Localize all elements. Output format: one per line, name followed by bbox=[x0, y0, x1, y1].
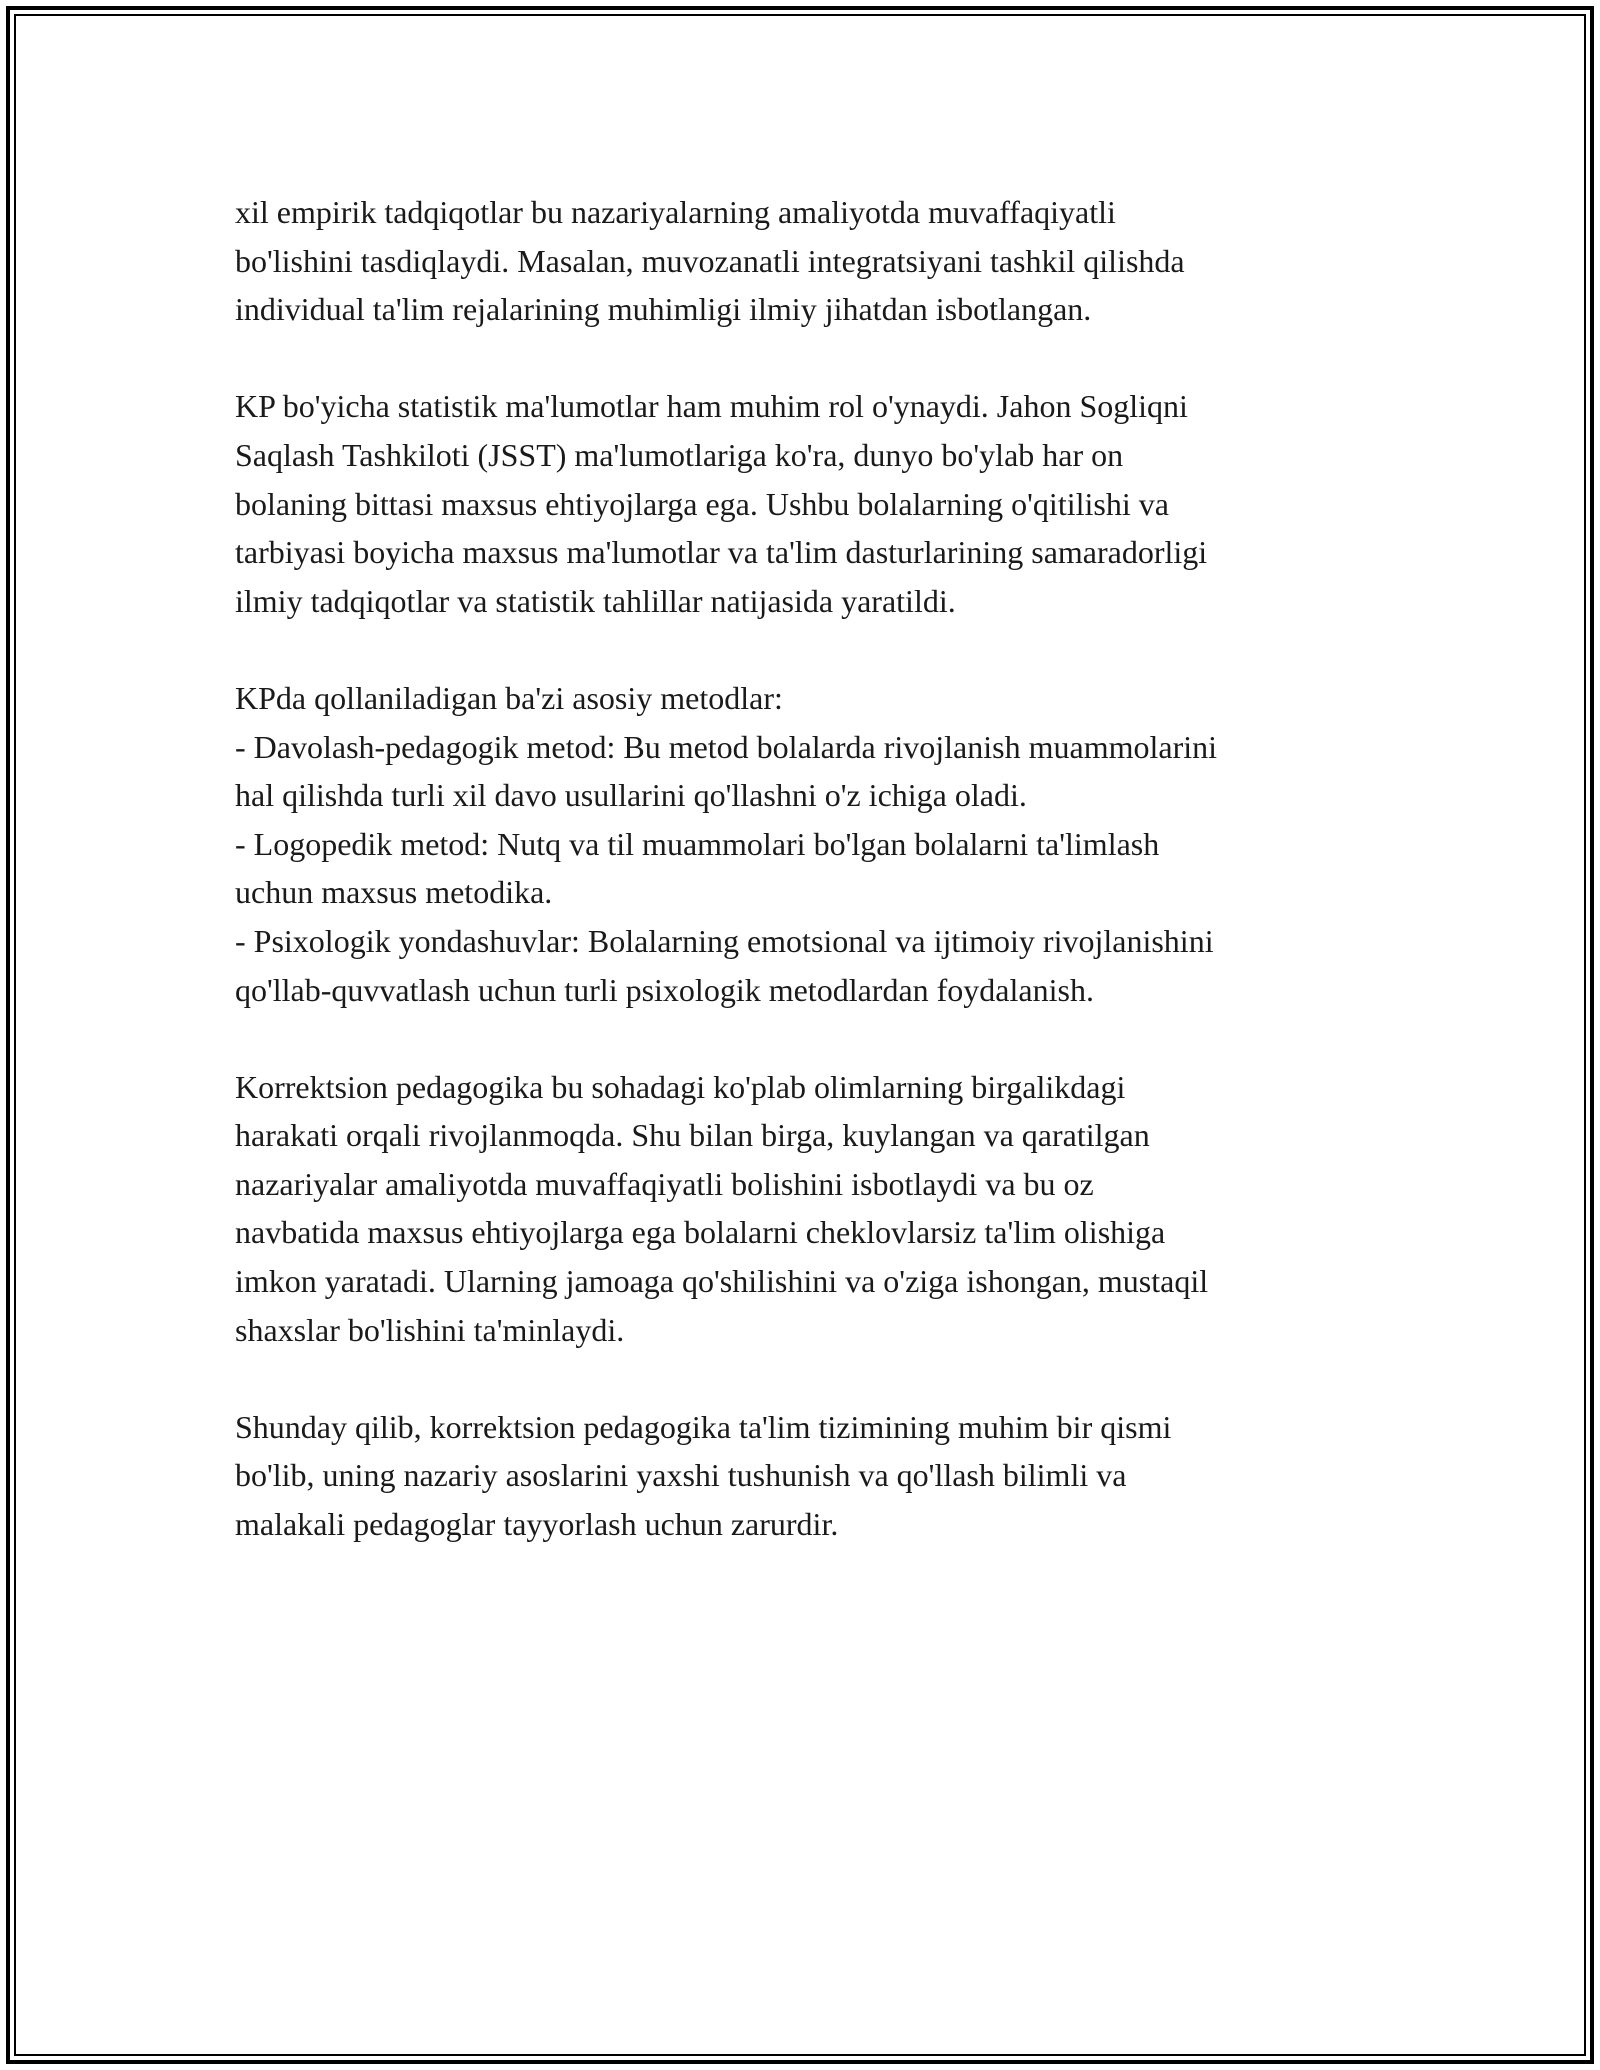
text-line: nazariyalar amaliyotda muvaffaqiyatli bolishini isbotlaydi va bu oz bbox=[235, 1165, 1094, 1202]
paragraph-statistics bbox=[235, 382, 1375, 625]
paragraph-development bbox=[235, 1063, 1375, 1355]
text-line: bo'lib, uning nazariy asoslarini yaxshi tushunish va qo'llash bilimli va bbox=[235, 1457, 1127, 1494]
text-line: KPda qollaniladigan ba'zi asosiy metodlar: bbox=[235, 679, 783, 716]
text-line: Saqlash Tashkiloti (JSST) ma'lumotlariga ko'ra, dunyo bo'ylab har on bbox=[235, 436, 1124, 473]
text-line: individual ta'lim rejalarining muhimligi ilmiy jihatdan isbotlangan. bbox=[235, 291, 1092, 328]
text-line: ilmiy tadqiqotlar va statistik tahlillar natijasida yaratildi. bbox=[235, 582, 956, 619]
text-line: qo'llab-quvvatlash uchun turli psixologik metodlardan foydalanish. bbox=[235, 971, 1094, 1008]
text-line: shaxslar bo'lishini ta'minlaydi. bbox=[235, 1311, 625, 1348]
paragraph-conclusion bbox=[235, 1403, 1375, 1549]
text-line: imkon yaratadi. Ularning jamoaga qo'shilishini va o'ziga ishongan, mustaqil bbox=[235, 1263, 1209, 1300]
paragraph-methods-list bbox=[235, 674, 1375, 1014]
text-line: malakali pedagoglar tayyorlash uchun zarurdir. bbox=[235, 1506, 839, 1543]
paragraph-empirical-research bbox=[235, 188, 1375, 334]
text-line: harakati orqali rivojlanmoqda. Shu bilan birga, kuylangan va qaratilgan bbox=[235, 1117, 1150, 1154]
text-line: tarbiyasi boyicha maxsus ma'lumotlar va ta'lim dasturlarining samaradorligi bbox=[235, 534, 1208, 571]
text-line: hal qilishda turli xil davo usullarini qo'llashni o'z ichiga oladi. bbox=[235, 777, 1027, 814]
text-line: navbatida maxsus ehtiyojlarga ega bolalarni cheklovlarsiz ta'lim olishiga bbox=[235, 1214, 1166, 1251]
list-item-line: - Psixologik yondashuvlar: Bolalarning emotsional va ijtimoiy rivojlanishini bbox=[235, 922, 1214, 959]
text-line: Korrektsion pedagogika bu sohadagi ko'plab olimlarning birgalikdagi bbox=[235, 1068, 1126, 1105]
text-line: Shunday qilib, korrektsion pedagogika ta'lim tizimining muhim bir qismi bbox=[235, 1408, 1172, 1445]
text-line: uchun maxsus metodika. bbox=[235, 874, 553, 911]
document-body bbox=[235, 188, 1375, 1597]
text-line: KP bo'yicha statistik ma'lumotlar ham muhim rol o'ynaydi. Jahon Sogliqni bbox=[235, 388, 1188, 425]
text-line: bolaning bittasi maxsus ehtiyojlarga ega. Ushbu bolalarning o'qitilishi va bbox=[235, 485, 1169, 522]
list-item-line: - Logopedik metod: Nutq va til muammolari bo'lgan bolalarni ta'limlash bbox=[235, 825, 1160, 862]
text-line: bo'lishini tasdiqlaydi. Masalan, muvozanatli integratsiyani tashkil qilishda bbox=[235, 242, 1185, 279]
text-line: xil empirik tadqiqotlar bu nazariyalarning amaliyotda muvaffaqiyatli bbox=[235, 194, 1116, 230]
list-item-line: - Davolash-pedagogik metod: Bu metod bolalarda rivojlanish muammolarini bbox=[235, 728, 1217, 765]
